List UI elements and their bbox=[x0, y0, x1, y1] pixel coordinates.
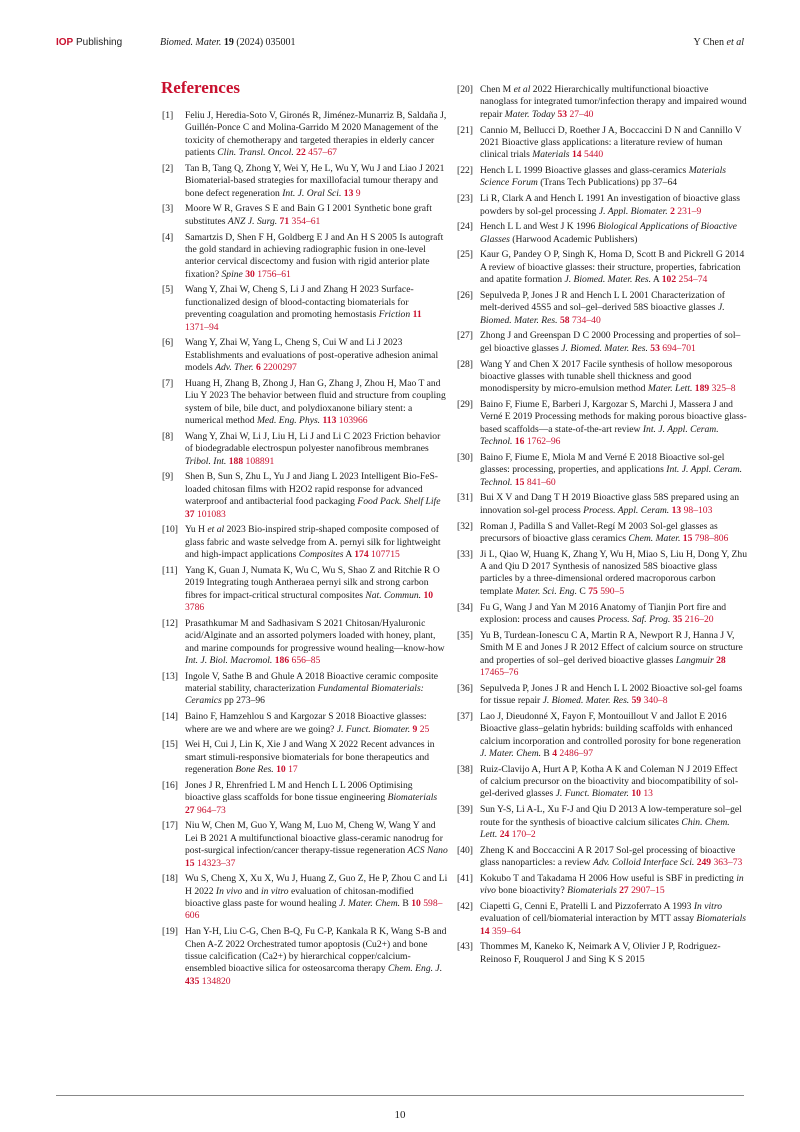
reference-number: [17] bbox=[162, 820, 178, 832]
reference-volume: 10 bbox=[423, 589, 434, 601]
reference-number: [10] bbox=[162, 524, 178, 536]
reference-pages: 17465–76 bbox=[480, 666, 519, 678]
reference-extra: pp 273–96 bbox=[221, 695, 265, 707]
reference-pages: 964–73 bbox=[197, 804, 226, 816]
reference-pages: 254–74 bbox=[678, 274, 708, 286]
reference-item bbox=[457, 602, 747, 627]
reference-text: Bui X V and Dang T H 2019 Bioactive glass 58S prepared using an innovation sol-gel process bbox=[480, 492, 740, 516]
reference-item bbox=[162, 618, 448, 668]
reference-journal: Chem. Mater. bbox=[628, 532, 681, 544]
reference-number: [40] bbox=[457, 844, 473, 856]
reference-journal: Clin. Transl. Oncol. bbox=[217, 147, 294, 159]
reference-item bbox=[162, 471, 448, 521]
reference-number: [23] bbox=[457, 193, 473, 205]
reference-pages: 14323–37 bbox=[197, 857, 236, 869]
reference-item bbox=[162, 163, 448, 200]
reference-pages: 134820 bbox=[201, 975, 231, 987]
reference-series: C bbox=[577, 585, 589, 597]
reference-journal: Nat. Commun. bbox=[365, 589, 422, 601]
reference-number: [6] bbox=[162, 337, 174, 349]
reference-item bbox=[457, 941, 747, 966]
reference-volume: 249 bbox=[696, 857, 712, 869]
reference-number: [15] bbox=[162, 739, 178, 751]
reference-text: and bbox=[242, 885, 261, 897]
reference-volume: 75 bbox=[588, 585, 598, 597]
reference-pages: 103966 bbox=[338, 415, 368, 427]
reference-journal: Chin. Chem. Lett. bbox=[480, 816, 730, 840]
reference-number: [27] bbox=[457, 330, 473, 342]
reference-pages: 17 bbox=[288, 764, 298, 776]
reference-item bbox=[457, 764, 747, 801]
publisher-mark: IOP bbox=[56, 37, 74, 48]
reference-item bbox=[457, 521, 747, 546]
reference-number: [29] bbox=[457, 399, 473, 411]
reference-volume: 37 bbox=[185, 508, 195, 520]
reference-text: Hench L L 1999 Bioactive glasses and glass-ceramics bbox=[480, 165, 689, 177]
reference-volume: 102 bbox=[661, 274, 677, 286]
reference-extra: (Trans Tech Publications) pp 37–64 bbox=[537, 177, 678, 189]
reference-number: [32] bbox=[457, 520, 473, 532]
reference-text: Wang Y, Zhai W, Cheng S, Li J and Zhang H 2023 Surface-functionalized design of blood-contacting biomaterials for preventing coagulation and promoting hemostasis bbox=[185, 284, 414, 321]
reference-text: Huang H, Zhang B, Zhong J, Han G, Zhang J, Zhou H, Mao T and Liu Y 2023 The behavior between fluid and structure from coupling system of bile, bile duct, and polydioxanone biliary stent: a numerical method bbox=[185, 377, 446, 427]
reference-item bbox=[162, 378, 448, 428]
reference-text: Feliu J, Heredia-Soto V, Gironés R, Jiménez-Munarriz B, Saldaña J, Guillén-Ponce C and Molina-Garrido M 2020 Management of the toxicity of chemotherapy and targeted therapies in elderly cancer patients bbox=[185, 110, 447, 159]
reference-item bbox=[457, 804, 747, 841]
reference-item bbox=[162, 671, 448, 708]
reference-number: [22] bbox=[457, 165, 473, 177]
reference-text: Yu B, Turdean-Ionescu C A, Martin R A, Newport R J, Hanna J V, Smith M E and Jones J R 2012 Effect of calcium source on structure and properties of sol–gel derived bioactive glasses bbox=[480, 629, 743, 666]
reference-text: Fu G, Wang J and Yan M 2016 Anatomy of Tianjin Port fire and explosion: process and causes bbox=[480, 601, 727, 625]
reference-number: [12] bbox=[162, 617, 178, 629]
reference-journal: Adv. Colloid Interface Sci. bbox=[592, 857, 695, 869]
reference-number: [34] bbox=[457, 601, 473, 613]
reference-pages: 1762–96 bbox=[526, 436, 561, 448]
reference-pages: 9 bbox=[355, 187, 361, 199]
reference-item bbox=[457, 901, 747, 938]
reference-item bbox=[457, 549, 747, 599]
reference-text: Yu H bbox=[185, 524, 208, 536]
reference-text: Wang Y and Chen X 2017 Facile synthesis of hollow mesoporous bioactive glasses with tunable shell thickness and good monodispersity by micro-emulsion method bbox=[480, 358, 733, 395]
reference-pages: 13 bbox=[643, 788, 653, 800]
reference-number: [9] bbox=[162, 471, 174, 483]
reference-journal: J. Biomed. Mater. Res. bbox=[561, 342, 648, 354]
reference-number: [14] bbox=[162, 711, 178, 723]
reference-text: Ciapetti G, Cenni E, Pratelli L and Pizzoferrato A 1993 bbox=[480, 900, 694, 912]
reference-text: Ruiz-Clavijo A, Hurt A P, Kotha A K and Coleman N J 2019 Effect of calcium precursor on the bioactivity and biocompatibility of sol-gel-derived glasses bbox=[480, 763, 739, 800]
reference-journal: Int. J. Biol. Macromol. bbox=[185, 654, 273, 666]
reference-item bbox=[162, 711, 448, 736]
reference-text: evaluation of cell/biomaterial interaction by MTT assay bbox=[480, 913, 697, 925]
reference-text: Baino F, Fiume E, Miola M and Verné E 2018 Bioactive sol-gel glasses: processing, properties, and applications bbox=[480, 451, 725, 476]
reference-pages: 694–701 bbox=[662, 342, 696, 354]
reference-item bbox=[457, 330, 747, 355]
reference-journal: Process. Saf. Prog. bbox=[597, 614, 671, 625]
reference-volume: 15 bbox=[514, 476, 525, 488]
reference-number: [41] bbox=[457, 872, 473, 884]
reference-number: [2] bbox=[162, 162, 174, 174]
reference-item bbox=[457, 630, 747, 680]
reference-pages: 1371–94 bbox=[185, 321, 219, 333]
reference-volume: 186 bbox=[274, 654, 290, 666]
reference-pages: 2907–15 bbox=[631, 885, 665, 897]
reference-volume: 189 bbox=[694, 383, 710, 395]
reference-volume: 113 bbox=[322, 415, 337, 427]
reference-text: Samartzis D, Shen F H, Goldberg E J and An H S 2005 Is autograft the gold standard in achieving radiographic fusion in one-level anterior cervical discectomy and fusion with rigid anterior plate fixation? bbox=[185, 231, 444, 280]
reference-volume: 13 bbox=[671, 504, 682, 516]
reference-volume: 16 bbox=[514, 436, 525, 448]
reference-number: [19] bbox=[162, 926, 178, 938]
reference-italic: et al bbox=[207, 524, 225, 536]
reference-number: [33] bbox=[457, 548, 473, 560]
reference-pages: 598–606 bbox=[185, 898, 443, 922]
reference-journal: Food Pack. Shelf Life bbox=[357, 496, 441, 508]
reference-journal: J. Biomed. Mater. Res. bbox=[542, 695, 630, 707]
reference-number: [21] bbox=[457, 124, 473, 136]
reference-journal: Spine bbox=[221, 268, 243, 280]
reference-pages: 457–67 bbox=[308, 147, 337, 159]
reference-text: Wang Y, Zhai W, Li J, Liu H, Li J and Li C 2023 Friction behavior of biodegradable electrospun polyester nanofibrous membranes bbox=[185, 430, 441, 455]
reference-pages: 354–61 bbox=[291, 215, 321, 227]
reference-pages: 27–40 bbox=[569, 108, 594, 120]
reference-volume: 53 bbox=[557, 108, 568, 120]
reference-item bbox=[162, 284, 448, 334]
reference-number: [18] bbox=[162, 873, 178, 885]
reference-text: Kaur G, Pandey O P, Singh K, Homa D, Scott B and Pickrell G 2014 A review of bioactive glasses: their structure, properties, fabrication and apatite formation bbox=[480, 249, 745, 286]
reference-text: Cannio M, Bellucci D, Roether J A, Boccaccini D N and Cannillo V 2021 Bioactive glass applications: a literature review of human clinical trials bbox=[480, 124, 742, 161]
reference-journal: ANZ J. Surg. bbox=[227, 215, 278, 227]
journal-name: Biomed. Mater. bbox=[160, 37, 222, 48]
reference-item bbox=[162, 926, 448, 988]
reference-item bbox=[457, 125, 747, 162]
reference-volume: 30 bbox=[245, 268, 255, 280]
reference-text: Jones J R, Ehrenfried L M and Hench L L 2006 Optimising bioactive glass scaffolds for bone tissue engineering bbox=[185, 779, 413, 804]
reference-journal: Adv. Ther. bbox=[215, 362, 254, 374]
reference-text: Wei H, Cui J, Lin K, Xie J and Wang X 2022 Recent advances in smart stimuli-responsive biomaterials for bone therapeutics and regeneration bbox=[185, 739, 435, 776]
reference-item bbox=[162, 337, 448, 374]
reference-journal: J. Mater. Chem. bbox=[339, 898, 401, 910]
reference-series: B bbox=[400, 898, 412, 910]
reference-number: [31] bbox=[457, 492, 473, 504]
reference-pages: 798–806 bbox=[694, 532, 729, 544]
reference-number: [13] bbox=[162, 670, 178, 682]
reference-item bbox=[457, 249, 747, 286]
reference-number: [8] bbox=[162, 430, 174, 442]
reference-volume: 188 bbox=[228, 455, 244, 467]
reference-item bbox=[457, 359, 747, 396]
reference-pages: 656–85 bbox=[291, 654, 321, 666]
reference-volume: 27 bbox=[619, 885, 629, 897]
reference-text: Zheng K and Boccaccini A R 2017 Sol-gel processing of bioactive glass nanoparticles: a review bbox=[480, 844, 736, 869]
reference-volume: 9 bbox=[412, 723, 418, 735]
reference-journal: Mater. Sci. Eng. bbox=[515, 585, 577, 597]
reference-volume: 14 bbox=[480, 925, 490, 937]
reference-number: [37] bbox=[457, 710, 473, 722]
reference-item bbox=[162, 431, 448, 468]
reference-journal: Composites bbox=[298, 549, 344, 561]
reference-pages: 107715 bbox=[371, 549, 400, 561]
reference-text: evaluation of chitosan-modified bioactive glass paste for wound healing bbox=[185, 885, 414, 910]
reference-number: [16] bbox=[162, 779, 178, 791]
reference-journal: ACS Nano bbox=[407, 845, 448, 857]
reference-journal: Bone Res. bbox=[235, 764, 274, 776]
reference-volume: 71 bbox=[279, 215, 290, 227]
reference-pages: 340–8 bbox=[643, 695, 668, 707]
reference-item bbox=[162, 232, 448, 282]
running-authors bbox=[694, 36, 744, 50]
reference-pages: 841–60 bbox=[526, 476, 556, 488]
reference-item bbox=[457, 492, 747, 517]
reference-text: Prasathkumar M and Sadhasivam S 2021 Chitosan/Hyaluronic acid/Alginate and an assorted polymers loaded with honey, plant, and marine compounds for progressive wound healing—know-how bbox=[185, 617, 445, 654]
reference-volume: 11 bbox=[412, 309, 422, 321]
reference-text: Han Y-H, Liu C-G, Chen B-Q, Fu C-P, Kankala R K, Wang S-B and Chen A-Z 2022 Orchestrated tumor apoptosis (Cu2+) and bone tissue calcification (Ca2+) by hierarchical copper/calcium-ensembled bioactive silica for osteosarcoma therapy bbox=[185, 926, 447, 975]
reference-journal: J. Appl. Biomater. bbox=[598, 205, 668, 217]
reference-text: Zhong J and Greenspan D C 2000 Processing and properties of sol–gel bioactive glasses bbox=[480, 330, 741, 354]
reference-item bbox=[457, 193, 747, 218]
reference-text: Shen B, Sun S, Zhu L, Yu J and Jiang L 2023 Intelligent Bio-FeS-loaded chitosan films with H2O2 rapid response for advanced waterproof and antibacterial food packaging bbox=[185, 471, 438, 508]
reference-number: [30] bbox=[457, 451, 473, 463]
reference-volume: 35 bbox=[672, 614, 683, 625]
reference-item bbox=[162, 203, 448, 228]
reference-item bbox=[162, 820, 448, 870]
reference-item bbox=[162, 110, 448, 160]
authors-name: Y Chen bbox=[693, 37, 724, 48]
reference-text: Hench L L and West J K 1996 bbox=[480, 221, 598, 233]
reference-text: Niu W, Chen M, Guo Y, Wang M, Luo M, Cheng W, Wang Y and Lei B 2021 A multifunctional bioactive glass-ceramic nanodrug for post-surgical infection/cancer therapy-tissue regeneration bbox=[185, 820, 443, 857]
reference-journal: Fundamental Biomaterials: Ceramics bbox=[185, 683, 424, 707]
reference-item bbox=[457, 711, 747, 761]
reference-number: [24] bbox=[457, 221, 473, 233]
reference-item bbox=[162, 780, 448, 817]
reference-volume: 14 bbox=[571, 149, 582, 161]
reference-item bbox=[457, 84, 747, 121]
journal-year-article: (2024) 035001 bbox=[236, 37, 296, 48]
journal-volume: 19 bbox=[223, 37, 234, 48]
reference-text: Roman J, Padilla S and Vallet-Regí M 2003 Sol-gel glasses as precursors of bioactive glass ceramics bbox=[480, 520, 718, 544]
reference-journal: J. Biomed. Mater. Res. bbox=[564, 274, 652, 286]
reference-text: Baino F, Fiume E, Barberi J, Kargozar S, Marchi J, Massera J and Verné E 2019 Processing methods for making porous bioactive glass-based scaffolds—a state-of-the-art review bbox=[480, 399, 747, 435]
reference-journal: Med. Eng. Phys. bbox=[256, 415, 321, 427]
reference-number: [7] bbox=[162, 377, 174, 389]
reference-volume: 22 bbox=[296, 147, 306, 159]
reference-number: [1] bbox=[162, 110, 174, 121]
reference-text: Kokubo T and Takadama H 2006 How useful is SBF in predicting bbox=[480, 872, 737, 884]
publisher-text: Publishing bbox=[76, 37, 123, 48]
reference-journal: Friction bbox=[378, 309, 411, 321]
reference-series: B bbox=[541, 747, 553, 759]
reference-pages: 216–20 bbox=[684, 614, 714, 625]
reference-italic: et al bbox=[513, 84, 531, 95]
page-header bbox=[56, 36, 744, 50]
reference-text: Baino F, Hamzehlou S and Kargozar S 2018 Bioactive glasses: where are we and where are we going? bbox=[185, 711, 427, 735]
reference-italic: in vivo bbox=[480, 872, 744, 897]
reference-journal: J. Mater. Chem. bbox=[480, 747, 542, 759]
references-column-right bbox=[457, 84, 747, 970]
reference-number: [4] bbox=[162, 231, 174, 243]
reference-item bbox=[457, 452, 747, 489]
reference-volume: 13 bbox=[343, 187, 354, 199]
reference-series: A bbox=[651, 274, 662, 286]
reference-text: Sun Y-S, Li A-L, Xu F-J and Qiu D 2013 A low-temperature sol–gel route for the synthesis of bioactive calcium silicates bbox=[480, 804, 742, 828]
reference-volume: 24 bbox=[499, 828, 510, 840]
page-number: 10 bbox=[394, 1109, 406, 1121]
reference-pages: 359–64 bbox=[492, 925, 521, 937]
reference-volume: 15 bbox=[682, 532, 693, 544]
reference-text: Sepulveda P, Jones J R and Hench L L 2001 Characterization of melt-derived 45S5 and sol–gel–derived 58S bioactive glasses bbox=[480, 289, 725, 314]
reference-pages: 363–73 bbox=[713, 857, 743, 869]
reference-text: Moore W R, Graves S E and Bain G I 2001 Synthetic bone graft substitutes bbox=[185, 203, 432, 227]
reference-volume: 174 bbox=[354, 549, 369, 561]
reference-pages: 2486–97 bbox=[559, 747, 593, 759]
reference-item bbox=[457, 873, 747, 898]
reference-item bbox=[457, 290, 747, 327]
reference-journal: Materials Science Forum bbox=[480, 165, 726, 189]
reference-pages: 108891 bbox=[245, 455, 275, 467]
reference-text: Wu S, Cheng X, Xu X, Wu J, Huang Z, Guo Z, He P, Zhou C and Li H 2022 bbox=[185, 873, 448, 897]
reference-journal: Int. J. Appl. Ceram. Technol. bbox=[480, 464, 743, 488]
reference-number: [39] bbox=[457, 804, 473, 816]
reference-volume: 2 bbox=[670, 205, 675, 217]
journal-citation bbox=[160, 36, 296, 50]
reference-number: [43] bbox=[457, 941, 473, 953]
reference-journal: Mater. Lett. bbox=[647, 383, 693, 395]
reference-item bbox=[457, 683, 747, 708]
reference-journal: Chem. Eng. J. bbox=[388, 963, 443, 975]
reference-number: [26] bbox=[457, 289, 473, 301]
reference-journal: Biomaterials bbox=[696, 913, 746, 925]
reference-journal: Biomaterials bbox=[567, 885, 617, 897]
reference-text: Lao J, Dieudonné X, Fayon F, Montouillout V and Jallot E 2016 Bioactive glass–gelatin hybrids: building scaffolds with enhanced calcium incorporation and controlled porosity for bone regeneration bbox=[480, 710, 741, 747]
reference-text: Ji L, Qiao W, Huang K, Zhang Y, Wu H, Miao S, Liu H, Dong Y, Zhu A and Qiu D 2017 Synthesis of nanosized 58S bioactive glass particles by a three-dimensional ordered macroporous carbon template bbox=[480, 548, 747, 597]
reference-number: [11] bbox=[162, 564, 178, 576]
reference-journal: Materials bbox=[532, 149, 570, 161]
reference-number: [38] bbox=[457, 763, 473, 775]
reference-number: [42] bbox=[457, 900, 473, 912]
reference-pages: 231–9 bbox=[677, 205, 702, 217]
reference-volume: 53 bbox=[650, 342, 660, 354]
reference-journal: Mater. Today bbox=[504, 108, 556, 120]
reference-text: Sepulveda P, Jones J R and Hench L L 2002 Bioactive sol-gel foams for tissue repair bbox=[480, 682, 743, 707]
reference-pages: 98–103 bbox=[683, 504, 713, 516]
reference-volume: 4 bbox=[552, 747, 558, 759]
reference-journal: J. Funct. Biomater. bbox=[555, 788, 629, 800]
reference-pages: 25 bbox=[419, 723, 430, 735]
reference-text: Tan B, Tang Q, Zhong Y, Wei Y, He L, Wu Y, Wu J and Liao J 2021 Biomaterial-based strategies for maxillofacial tumour therapy and bone defect regeneration bbox=[185, 162, 445, 199]
reference-number: [28] bbox=[457, 358, 473, 370]
reference-item bbox=[162, 873, 448, 923]
reference-item bbox=[162, 739, 448, 776]
reference-journal: J. Funct. Biomater. bbox=[336, 723, 411, 735]
reference-volume: 10 bbox=[631, 788, 641, 800]
reference-journal: J. Biomed. Mater. Res. bbox=[480, 302, 725, 326]
reference-series: A bbox=[343, 549, 355, 561]
reference-journal: Tribol. Int. bbox=[185, 455, 227, 467]
authors-etal: et al bbox=[726, 37, 744, 48]
reference-italic: In vivo bbox=[215, 885, 243, 897]
reference-text: Wang Y, Zhai W, Yang L, Cheng S, Cui W and Li J 2023 Establishments and evaluations of post-operative adhesion animal models bbox=[185, 337, 439, 374]
reference-italic: in vitro bbox=[260, 885, 289, 897]
reference-text: 2023 Bio-inspired strip-shaped composite composed of glass fabric and waste selvedge from A. pernyi silk for lightweight and high-impact applications bbox=[185, 524, 441, 561]
reference-journal: Int. J. Appl. Ceram. Technol. bbox=[480, 423, 719, 448]
reference-pages: 1756–61 bbox=[257, 268, 291, 280]
reference-text: Yang K, Guan J, Numata K, Wu C, Wu S, Shao Z and Ritchie R O 2019 Integrating tough Antheraea pernyi silk and strong carbon fibres for impact-critical structural composites bbox=[185, 564, 440, 601]
reference-volume: 58 bbox=[559, 314, 570, 326]
reference-text: 2022 Hierarchically multifunctional bioactive nanoglass for integrated tumor/infection therapy and impaired wound repair bbox=[480, 84, 747, 120]
reference-journal: Langmuir bbox=[675, 654, 714, 666]
reference-pages: 5440 bbox=[583, 149, 604, 161]
reference-item bbox=[457, 165, 747, 190]
reference-pages: 170–2 bbox=[511, 828, 536, 840]
reference-journal: Biomaterials bbox=[387, 792, 438, 804]
reference-text: Chen M bbox=[480, 84, 514, 95]
reference-volume: 15 bbox=[185, 857, 195, 869]
reference-text: Ingole V, Sathe B and Ghule A 2018 Bioactive ceramic composite material stability, characterization bbox=[185, 670, 439, 695]
reference-volume: 10 bbox=[276, 764, 286, 776]
reference-pages: 2200297 bbox=[263, 362, 297, 374]
publisher-logo bbox=[56, 36, 122, 50]
reference-pages: 734–40 bbox=[571, 314, 601, 326]
reference-text: bone bioactivity? bbox=[495, 885, 568, 897]
references-column-left bbox=[162, 110, 448, 991]
reference-number: [20] bbox=[457, 84, 473, 95]
reference-pages: 101083 bbox=[197, 508, 226, 520]
reference-journal: Int. J. Oral Sci. bbox=[282, 187, 342, 199]
reference-text: Li R, Clark A and Hench L 1991 An investigation of bioactive glass powders by sol-gel processing bbox=[480, 193, 740, 217]
reference-pages: 3786 bbox=[185, 602, 205, 613]
reference-text: Thommes M, Kaneko K, Neimark A V, Olivier J P, Rodriguez-Reinoso F, Rouquerol J and Sing K S 2015 bbox=[480, 941, 721, 965]
reference-volume: 59 bbox=[631, 695, 642, 707]
reference-number: [5] bbox=[162, 284, 174, 296]
reference-extra: (Harwood Academic Publishers) bbox=[509, 233, 638, 245]
reference-pages: 590–5 bbox=[600, 585, 625, 597]
reference-item bbox=[457, 221, 747, 246]
reference-volume: 10 bbox=[411, 898, 421, 910]
reference-volume: 6 bbox=[256, 362, 261, 374]
footer-divider bbox=[56, 1095, 744, 1096]
reference-pages: 325–8 bbox=[711, 383, 736, 395]
reference-volume: 27 bbox=[185, 804, 195, 816]
reference-item bbox=[162, 565, 448, 615]
reference-volume: 435 bbox=[185, 975, 200, 987]
reference-item bbox=[457, 399, 747, 449]
reference-journal: Biological Applications of Bioactive Glasses bbox=[480, 221, 737, 245]
reference-number: [25] bbox=[457, 249, 473, 261]
reference-item bbox=[162, 524, 448, 561]
reference-volume: 28 bbox=[716, 654, 726, 666]
reference-journal: Process. Appl. Ceram. bbox=[583, 504, 670, 516]
reference-number: [36] bbox=[457, 682, 473, 694]
reference-italic: In vitro bbox=[693, 900, 723, 912]
reference-number: [3] bbox=[162, 203, 174, 215]
reference-number: [35] bbox=[457, 629, 473, 641]
references-heading: References bbox=[161, 78, 240, 97]
reference-item bbox=[457, 845, 747, 870]
